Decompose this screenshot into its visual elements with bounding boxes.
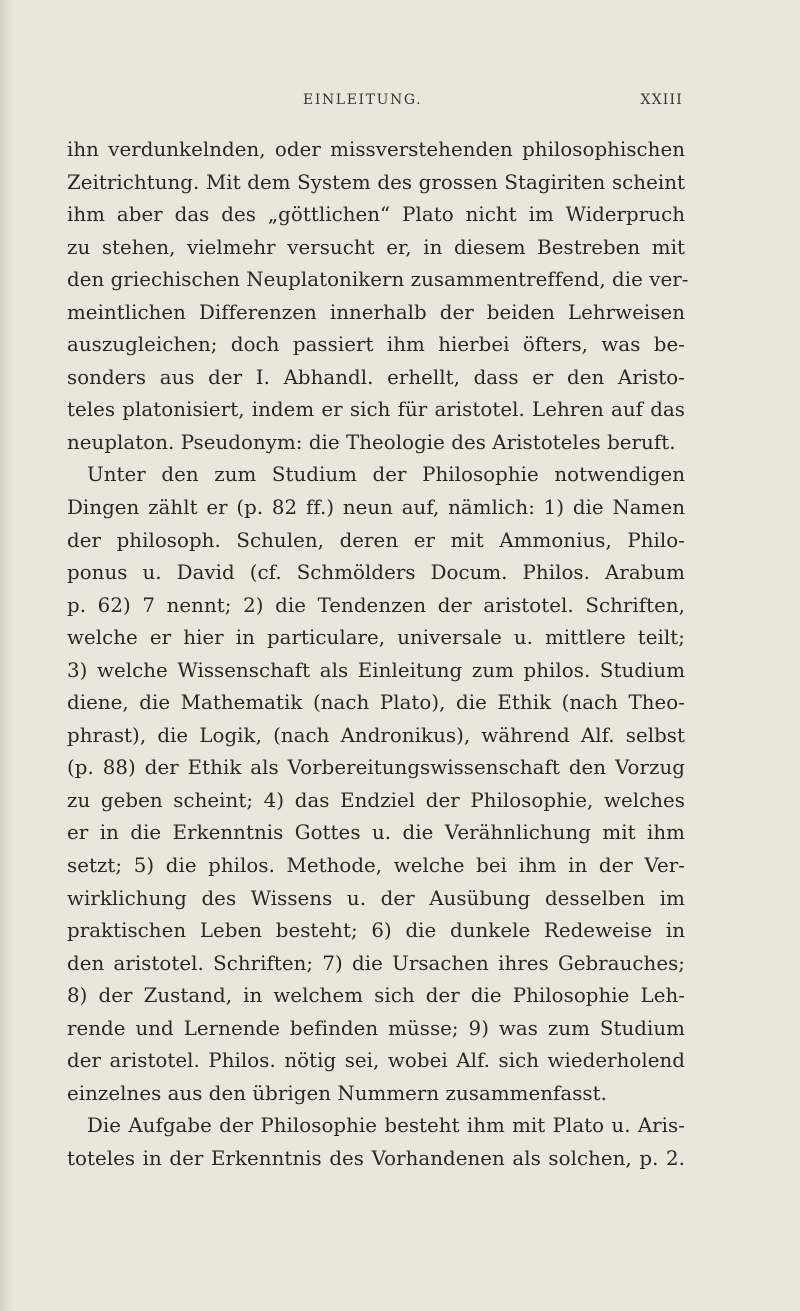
text-line: phrast), die Logik, (nach Andronikus), während Alf. selbst (67, 723, 685, 747)
text-line: diene, die Mathematik (nach Plato), die Ethik (nach Theo- (67, 691, 685, 715)
text-line: 3) welche Wissenschaft als Einleitung zum philos. Studium (67, 658, 685, 682)
running-title: EINLEITUNG. (303, 92, 423, 108)
text-line: zu stehen, vielmehr versucht er, in diesem Bestreben mit (67, 235, 685, 259)
page-gutter-shadow (0, 0, 14, 1311)
text-line: Zeitrichtung. Mit dem System des grossen Stagiriten scheint (67, 170, 685, 194)
text-line: Dingen zählt er (p. 82 ff.) neun auf, nämlich: 1) die Namen (67, 496, 685, 520)
text-line: zu geben scheint; 4) das Endziel der Philosophie, welches (67, 788, 685, 812)
text-line: p. 62) 7 nennt; 2) die Tendenzen der aristotel. Schriften, (67, 593, 685, 617)
text-line: er in die Erkenntnis Gottes u. die Verähnlichung mit ihm (67, 821, 685, 845)
text-line: Die Aufgabe der Philosophie besteht ihm mit Plato u. Aris- (87, 1114, 685, 1138)
text-line: der philosoph. Schulen, deren er mit Ammonius, Philo- (67, 528, 685, 552)
body-text (67, 134, 689, 1176)
text-line: ihm aber das des „göttlichen“ Plato nicht im Widerpruch (67, 203, 685, 227)
text-line: wirklichung des Wissens u. der Ausübung desselben im (67, 886, 685, 910)
text-line: ihn verdunkelnden, oder missverstehenden philosophischen (67, 138, 685, 161)
text-line: rende und Lernende befinden müsse; 9) was zum Studium (67, 1016, 685, 1040)
text-line: der aristotel. Philos. nötig sei, wobei Alf. sich wiederholend (67, 1049, 685, 1073)
text-line: meintlichen Differenzen innerhalb der beiden Lehrweisen (67, 300, 685, 324)
text-line: teles platonisiert, indem er sich für aristotel. Lehren auf das (67, 398, 685, 422)
text-line: den griechischen Neuplatonikern zusammentreffend, die ver- (67, 268, 689, 292)
text-line: auszugleichen; doch passiert ihm hierbei öfters, was be- (67, 333, 685, 357)
text-line: praktischen Leben besteht; 6) die dunkele Redeweise in (67, 919, 685, 943)
text-line: (p. 88) der Ethik als Vorbereitungswissenschaft den Vorzug (67, 756, 685, 780)
text-line: Unter den zum Studium der Philosophie notwendigen (87, 463, 685, 487)
text-line: ponus u. David (cf. Schmölders Docum. Philos. Arabum (67, 561, 685, 585)
text-line: welche er hier in particulare, universale u. mittlere teilt; (67, 626, 685, 650)
text-line: einzelnes aus den übrigen Nummern zusammenfasst. (67, 1081, 607, 1105)
text-line: toteles in der Erkenntnis des Vorhandenen als solchen, p. 2. (67, 1146, 685, 1170)
text-line: den aristotel. Schriften; 7) die Ursachen ihres Gebrauches; (67, 951, 685, 975)
text-line: neuplaton. Pseudonym: die Theologie des Aristoteles beruft. (67, 430, 676, 454)
page-number: XXIII (640, 92, 683, 108)
running-head (303, 92, 683, 116)
text-line: sonders aus der I. Abhandl. erhellt, dass er den Aristo- (67, 365, 685, 389)
text-line: setzt; 5) die philos. Methode, welche bei ihm in der Ver- (67, 854, 685, 878)
text-line: 8) der Zustand, in welchem sich der die Philosophie Leh- (67, 984, 685, 1008)
